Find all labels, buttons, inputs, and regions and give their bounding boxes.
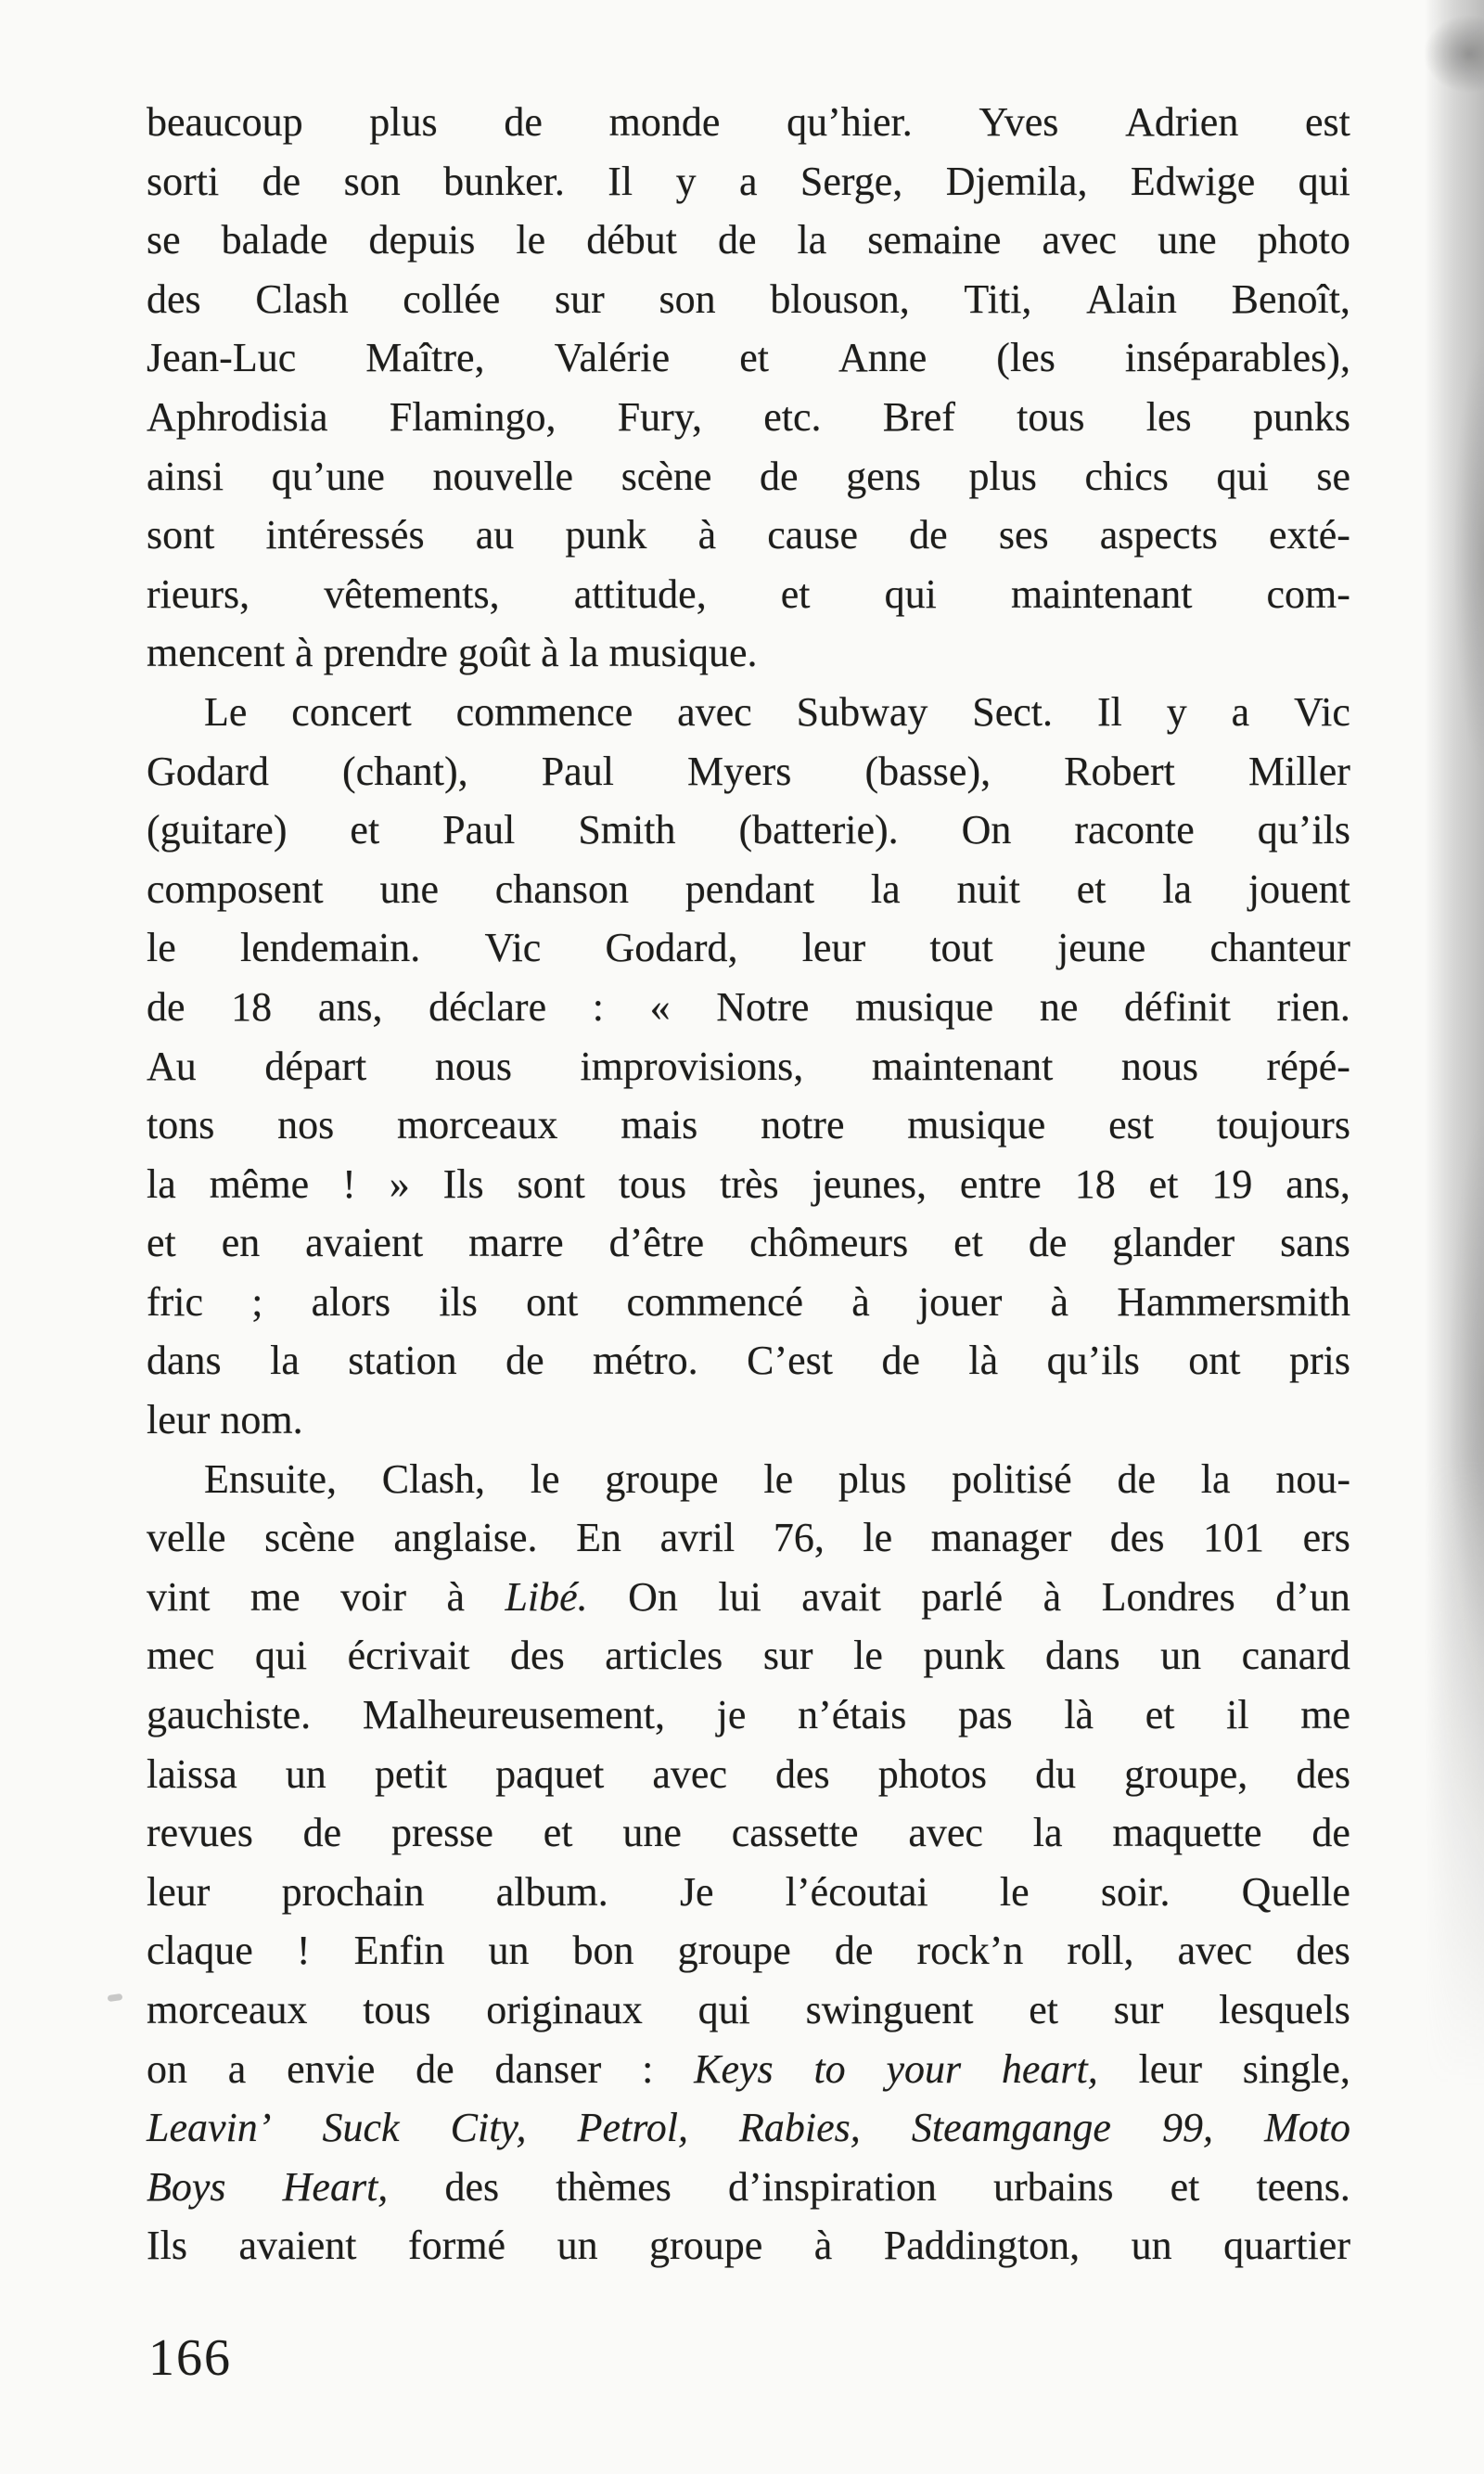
text-line: laissa un petit paquet avec des photos du groupe, des (147, 1750, 1350, 1797)
text-line: composent une chanson pendant la nuit et la jouent (147, 865, 1350, 912)
text-line: la même ! » Ils sont tous très jeunes, entre 18 et 19 ans, (147, 1160, 1350, 1207)
text-line: Le concert commence avec Subway Sect. Il y a Vic (204, 688, 1350, 735)
text-line: leur prochain album. Je l’écoutai le soir. Quelle (147, 1868, 1350, 1915)
text-line: dans la station de métro. C’est de là qu’ils ont pris (147, 1338, 1350, 1384)
page-edge-shadow (1425, 0, 1484, 2087)
text-line: gauchiste. Malheureusement, je n’étais pas là et il me (147, 1692, 1350, 1738)
text-line: morceaux tous originaux qui swinguent et sur lesquels (147, 1987, 1350, 2032)
text-line: le lendemain. Vic Godard, leur tout jeune chanteur (147, 925, 1350, 971)
text-line: sorti de son bunker. Il y a Serge, Djemila, Edwige qui (147, 158, 1350, 204)
text-line: rieurs, vêtements, attitude, et qui maintenant com- (147, 570, 1350, 617)
text-line: Leavin’ Suck City, Petrol, Rabies, Steamgange 99, Moto (147, 2105, 1350, 2151)
text-line: mec qui écrivait des articles sur le punk dans un canard (147, 1633, 1350, 1679)
text-line: des Clash collée sur son blouson, Titi, Alain Benoît, (147, 276, 1350, 322)
text-line: fric ; alors ils ont commencé à jouer à Hammersmith (147, 1278, 1350, 1325)
text-line: revues de presse et une cassette avec la maquette de (147, 1810, 1350, 1856)
text-line: (guitare) et Paul Smith (batterie). On raconte qu’ils (147, 807, 1350, 853)
text-line: claque ! Enfin un bon groupe de rock’n roll, avec des (147, 1928, 1350, 1974)
text-line: beaucoup plus de monde qu’hier. Yves Adrien est (147, 99, 1350, 145)
text-line: Godard (chant), Paul Myers (basse), Robert Miller (147, 748, 1350, 794)
text-line: Au départ nous improvisions, maintenant nous répé- (147, 1043, 1350, 1089)
text-line: ainsi qu’une nouvelle scène de gens plus chics qui se (147, 453, 1350, 499)
text-line: et en avaient marre d’être chômeurs et de glander sans (147, 1220, 1350, 1266)
text-line: on a envie de danser : Keys to your heart, leur single, (147, 2045, 1350, 2092)
text-line: sont intéressés au punk à cause de ses aspects exté- (147, 512, 1350, 558)
text-line: mencent à prendre goût à la musique. (147, 630, 758, 676)
text-line: vint me voir à Libé. On lui avait parlé à Londres d’un (147, 1573, 1350, 1620)
text-line: leur nom. (147, 1397, 303, 1443)
text-line: Ensuite, Clash, le groupe le plus politisé de la nou- (204, 1455, 1350, 1502)
text-line: Aphrodisia Flamingo, Fury, etc. Bref tous les punks (147, 393, 1350, 440)
text-line: se balade depuis le début de la semaine avec une photo (147, 217, 1350, 263)
text-line: de 18 ans, déclare : « Notre musique ne définit rien. (147, 983, 1350, 1030)
text-line: Jean-Luc Maître, Valérie et Anne (les inséparables), (147, 335, 1350, 381)
text-line: tons nos morceaux mais notre musique est toujours (147, 1102, 1350, 1148)
page-number: 166 (148, 2329, 232, 2387)
text-line: Ils avaient formé un groupe à Paddington, un quartier (147, 2223, 1350, 2269)
text-block (147, 93, 1350, 2275)
scan-speck (108, 1993, 123, 2002)
text-line: Boys Heart, des thèmes d’inspiration urbains et teens. (147, 2163, 1350, 2210)
text-line: velle scène anglaise. En avril 76, le manager des 101 ers (147, 1515, 1350, 1561)
